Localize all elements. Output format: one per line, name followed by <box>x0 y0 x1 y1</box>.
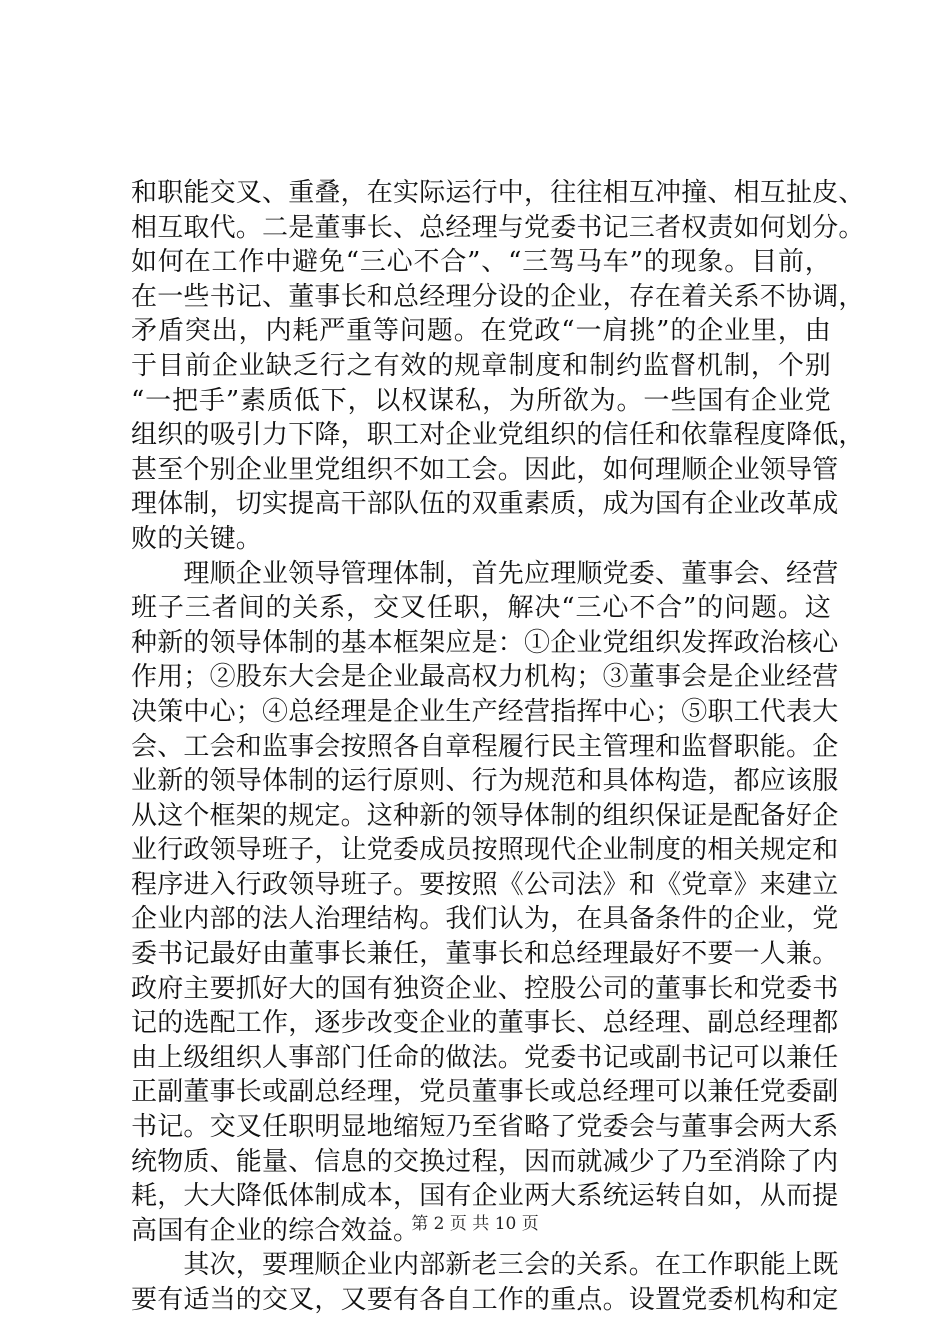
paragraph <box>131 557 839 1249</box>
text-line: 败的关键。 <box>131 523 263 554</box>
text-line: 组织的吸引力下降，职工对企业党组织的信任和依靠程度降低， <box>131 420 865 451</box>
text-line: 程序进入行政领导班子。要按照《公司法》和《党章》来建立 <box>131 869 839 900</box>
text-line: 于目前企业缺乏行之有效的规章制度和制约监督机制，个别 <box>131 350 831 381</box>
text-line: 种新的领导体制的基本框架应是：①企业党组织发挥政治核心 <box>131 627 839 658</box>
text-line: 统物质、能量、信息的交换过程，因而就减少了乃至消除了内 <box>131 1146 839 1177</box>
text-line: 企业内部的法人治理结构。我们认为，在具备条件的企业，党 <box>131 904 839 935</box>
text-line: 正副董事长或副总经理，党员董事长或总经理可以兼任党委副 <box>131 1077 839 1108</box>
text-line: 决策中心；④总经理是企业生产经营指挥中心；⑤职工代表大 <box>131 696 839 727</box>
text-line: 业行政领导班子，让党委成员按照现代企业制度的相关规定和 <box>131 835 839 866</box>
text-line: 如何在工作中避免“三心不合”、“三驾马车”的现象。目前， <box>131 247 831 278</box>
text-line: 矛盾突出，内耗严重等问题。在党政“一肩挑”的企业里，由 <box>131 316 831 347</box>
text-line: 书记。交叉任职明显地缩短乃至省略了党委会与董事会两大系 <box>131 1112 839 1143</box>
text-line: 记的选配工作，逐步改变企业的董事长、总经理、副总经理都 <box>131 1008 839 1039</box>
paragraph <box>131 176 865 557</box>
text-line: 作用；②股东大会是企业最高权力机构；③董事会是企业经营 <box>131 662 839 693</box>
text-line: 理体制，切实提高干部队伍的双重素质，成为国有企业改革成 <box>131 489 839 520</box>
text-line: 其次，要理顺企业内部新老三会的关系。在工作职能上既 <box>131 1250 839 1281</box>
text-line: 高国有企业的综合效益。 <box>131 1215 420 1246</box>
text-line: 和职能交叉、重叠，在实际运行中，往往相互冲撞、相互扯皮、 <box>131 178 865 208</box>
body-text <box>131 176 865 1318</box>
text-line: 在一些书记、董事长和总经理分设的企业，存在着关系不协调， <box>131 281 865 312</box>
page-footer: 第 2 页 共 10 页 <box>411 1214 539 1234</box>
text-line: “一把手”素质低下，以权谋私，为所欲为。一些国有企业党 <box>131 385 831 416</box>
text-line: 理顺企业领导管理体制，首先应理顺党委、董事会、经营 <box>131 558 839 589</box>
text-line: 政府主要抓好大的国有独资企业、控股公司的董事长和党委书 <box>131 973 839 1004</box>
text-line: 委书记最好由董事长兼任，董事长和总经理最好不要一人兼。 <box>131 939 839 970</box>
text-line: 由上级组织人事部门任命的做法。党委书记或副书记可以兼任 <box>131 1042 839 1073</box>
text-line: 会、工会和监事会按照各自章程履行民主管理和监督职能。企 <box>131 731 839 762</box>
text-line: 耗，大大降低体制成本，国有企业两大系统运转自如，从而提 <box>131 1181 839 1212</box>
text-line: 相互取代。二是董事长、总经理与党委书记三者权责如何划分。 <box>131 212 865 243</box>
text-line: 甚至个别企业里党组织不如工会。因此，如何理顺企业领导管 <box>131 454 839 485</box>
paragraph <box>131 1248 839 1317</box>
text-line: 班子三者间的关系，交叉任职，解决“三心不合”的问题。这 <box>131 593 831 624</box>
text-line: 从这个框架的规定。这种新的领导体制的组织保证是配备好企 <box>131 800 839 831</box>
text-line: 要有适当的交叉，又要有各自工作的重点。设置党委机构和定 <box>131 1285 839 1315</box>
text-line: 业新的领导体制的运行原则、行为规范和具体构造，都应该服 <box>131 766 839 797</box>
